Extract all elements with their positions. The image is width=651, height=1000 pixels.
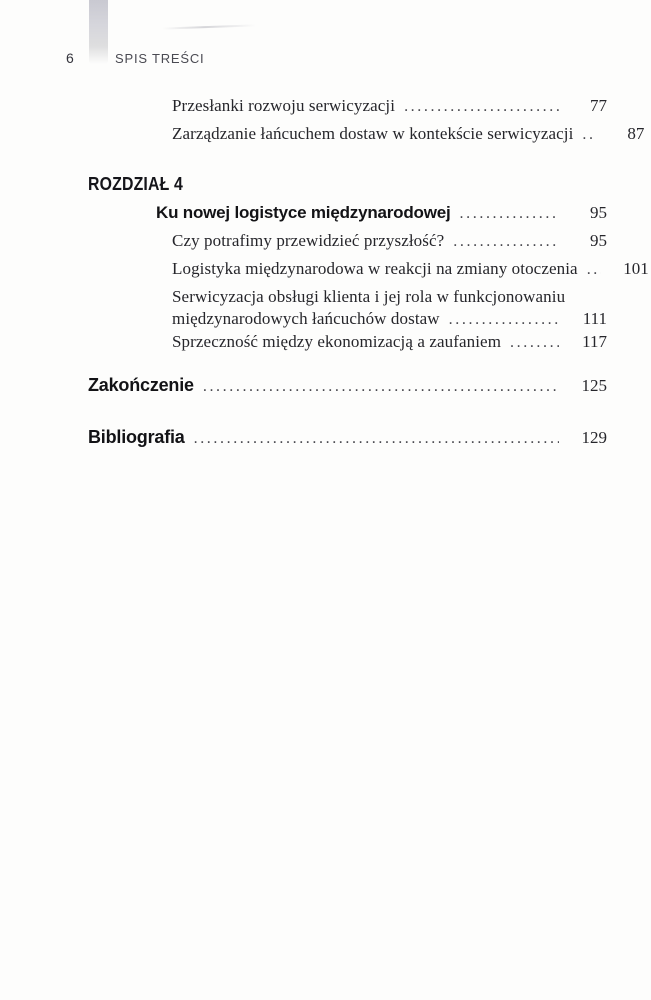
chapter-heading-label: ROZDZIAŁ 4 bbox=[88, 174, 184, 194]
table-of-contents bbox=[88, 0, 649, 451]
dot-leader bbox=[203, 374, 559, 399]
page-number-folio: 6 bbox=[66, 50, 74, 66]
toc-entry bbox=[88, 95, 607, 118]
toc-entry-page: 125 bbox=[581, 376, 607, 395]
toc-entry bbox=[88, 202, 607, 225]
dot-leader bbox=[582, 123, 596, 146]
toc-entry-label: Ku nowej logistyce międzynarodowej bbox=[156, 203, 451, 222]
toc-entry bbox=[88, 230, 607, 253]
toc-entry-page: 95 bbox=[590, 203, 607, 222]
toc-entry-page: 95 bbox=[590, 231, 607, 250]
toc-entry bbox=[88, 425, 607, 451]
toc-entry-page: 117 bbox=[582, 332, 607, 351]
toc-entry-page: 101 bbox=[623, 259, 649, 278]
running-head: SPIS TREŚCI bbox=[115, 51, 205, 66]
toc-entry-page: 111 bbox=[582, 309, 607, 328]
toc-entry bbox=[88, 258, 649, 281]
toc-entry-line1 bbox=[88, 286, 607, 308]
toc-entry-label: Bibliografia bbox=[88, 427, 185, 447]
dot-leader bbox=[453, 230, 559, 253]
dot-leader bbox=[404, 95, 559, 118]
toc-entry-label: Zakończenie bbox=[88, 375, 194, 395]
dot-leader bbox=[194, 426, 559, 451]
toc-entry-line2 bbox=[88, 308, 607, 331]
toc-entry-label: Czy potrafimy przewidzieć przyszłość? bbox=[172, 231, 445, 250]
toc-entry bbox=[88, 373, 607, 399]
toc-entry-label: Serwicyzacja obsługi klienta i jej rola w funkcjonowaniu bbox=[172, 287, 566, 306]
toc-entry-label: międzynarodowych łańcuchów dostaw bbox=[172, 309, 440, 328]
toc-entry-label: Logistyka międzynarodowa w reakcji na zmiany otoczenia bbox=[172, 259, 578, 278]
toc-entry bbox=[88, 123, 645, 146]
toc-entry-page: 77 bbox=[590, 96, 607, 115]
dot-leader bbox=[587, 258, 601, 281]
toc-entry bbox=[88, 331, 607, 354]
toc-entry-label: Sprzeczność między ekonomizacją a zaufaniem bbox=[172, 332, 502, 351]
chapter-heading bbox=[88, 175, 607, 195]
toc-entry-label: Przesłanki rozwoju serwicyzacji bbox=[172, 96, 396, 115]
dot-leader bbox=[510, 331, 559, 354]
dot-leader bbox=[449, 308, 559, 331]
dot-leader bbox=[460, 202, 559, 225]
toc-entry-page: 87 bbox=[627, 124, 645, 143]
toc-entry-label: Zarządzanie łańcuchem dostaw w kontekście serwicyzacji bbox=[172, 124, 574, 143]
toc-entry-page: 129 bbox=[581, 428, 607, 447]
